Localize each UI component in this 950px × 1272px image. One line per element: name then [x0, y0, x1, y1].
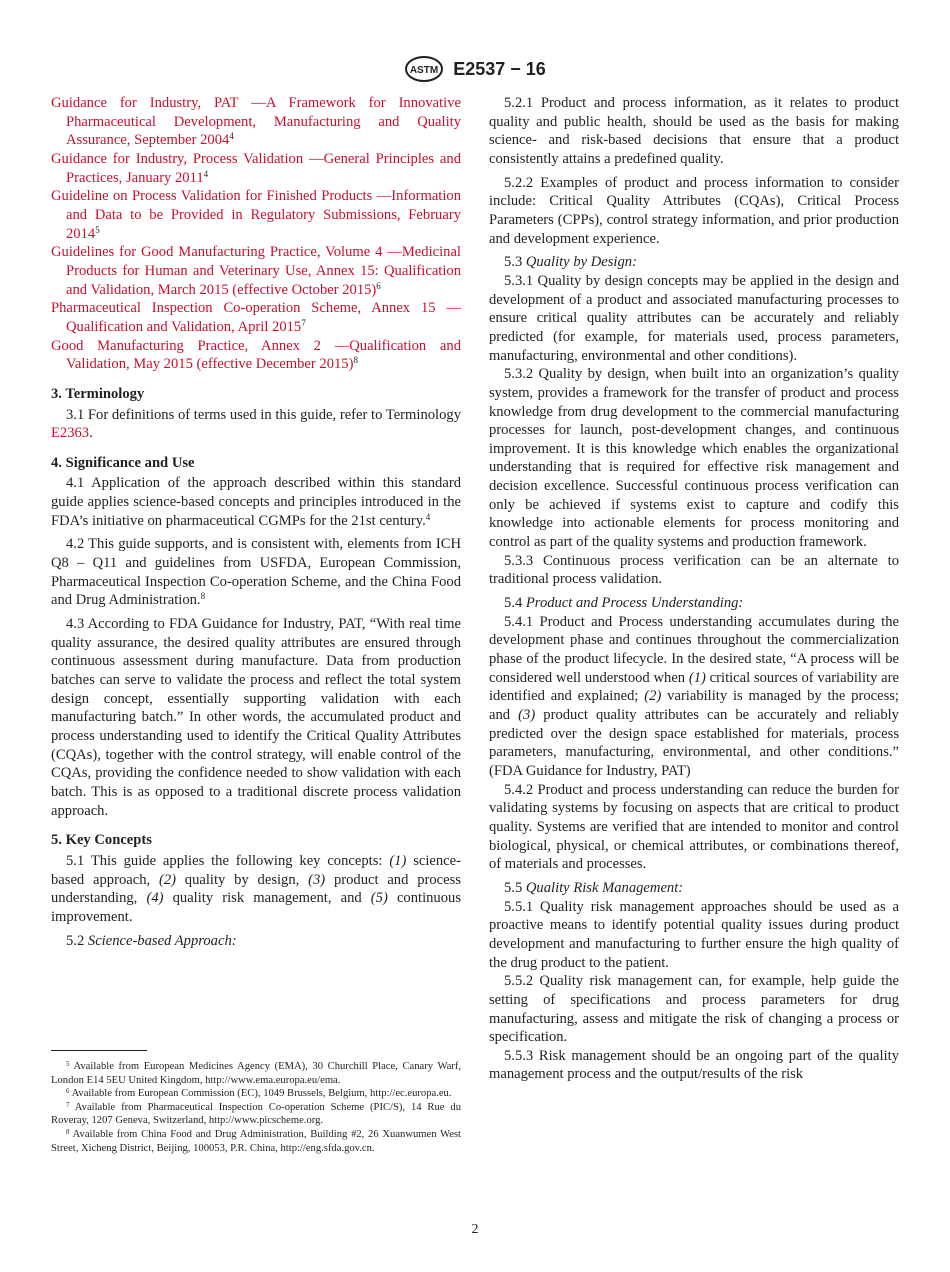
reference-list	[51, 94, 461, 374]
paragraph-5-3-3: 5.3.3 Continuous process verification can be an alternate to traditional process validation.	[489, 552, 899, 588]
right-column	[489, 94, 899, 1084]
reference-item[interactable]: Pharmaceutical Inspection Co-operation Scheme, Annex 15 —Qualification and Validation, April 2015$^7$	[51, 300, 461, 335]
page-number: 2	[471, 1222, 479, 1237]
paragraph-5-5-2: 5.5.2 Quality risk management can, for example, help guide the setting of specifications and process parameters for drug manufacturing, assess and mitigate the risk of changing a process or specification.	[489, 973, 899, 1046]
section-heading-significance: 4. Significance and Use	[51, 454, 195, 471]
reference-item[interactable]: Guidance for Industry, Process Validation —General Principles and Practices, January 2011$^4$	[51, 150, 461, 186]
reference-item[interactable]: Guidelines for Good Manufacturing Practice, Volume 4 —Medicinal Products for Human and Veterinary Use, Annex 15: Qualification and Validation, March 2015 (effective October 2015)$^6$	[51, 244, 461, 298]
footnotes	[51, 1060, 461, 1155]
paragraph-5-4-2: 5.4.2 Product and process understanding can reduce the burden for validating systems by focusing on aspects that are critical to product quality. Systems are verified that are intended to monitor and control biological, physical, or chemical attributes, or combinations thereof, of materials and processes.	[489, 781, 899, 873]
reference-item[interactable]: Guideline on Process Validation for Finished Products —Information and Data to be Provided in Regulatory Submissions, February 2014$^5$	[51, 188, 461, 242]
footnote: $^6$ Available from European Commission (EC), 1049 Brussels, Belgium, http://ec.europa.eu.	[66, 1087, 452, 1100]
section-heading-terminology: 3. Terminology	[51, 385, 145, 402]
reference-item[interactable]: Guidance for Industry, PAT —A Framework for Innovative Pharmaceutical Development, Manufacturing and Quality Assurance, September 2004$^4$	[51, 95, 461, 149]
paragraph-5-2-2: 5.2.2 Examples of product and process information to consider include: Critical Quality Attributes (CQAs), Critical Process Parameters (CPPs), control strategy information, and prior production and development experience.	[489, 174, 899, 247]
svg-text:ASTM: ASTM	[410, 65, 439, 76]
section-heading-key-concepts: 5. Key Concepts	[51, 832, 152, 849]
paragraph-4-3: 4.3 According to FDA Guidance for Industry, PAT, “With real time quality assurance, the desired quality attributes are ensured through continuous assessment during manufacture. Data from production batches can serve to validate the process and reflect the total system design concept, essentially supporting validation with each manufacturing batch.” In other words, the accumulated product and process understanding used to identify the Critical Quality Attributes (CQAs), together with the control strategy, will enable control of the CQAs, providing the confidence needed to show validation with each batch. This is as opposed to a traditional discrete process validation approach.	[51, 616, 461, 819]
paragraph-3-1: 3.1 For definitions of terms used in this guide, refer to Terminology E2363.	[51, 406, 461, 442]
footnote: $^5$ Available from European Medicines Agency (EMA), 30 Churchill Place, Canary Warf, London E14 5EU United Kingdom, http://www.ema.europa.eu/ema.	[51, 1060, 461, 1086]
paragraph-5-5-1: 5.5.1 Quality risk management approaches should be used as a proactive means to identify potential quality issues during product development and manufacturing to further ensure the high quality of the drug product to the patient.	[489, 898, 899, 971]
left-column	[51, 94, 461, 950]
paragraph-5-4: 5.4 Product and Process Understanding:	[504, 595, 744, 612]
paragraph-5-2: 5.2 Science-based Approach:	[66, 932, 237, 949]
footnote-divider	[51, 1050, 147, 1051]
paragraph-5-5-3: 5.5.3 Risk management should be an ongoing part of the quality management process and the output/results of the risk	[489, 1047, 899, 1083]
paragraph-5-4-1: 5.4.1 Product and Process understanding accumulates during the development phase and continues throughout the commercialization phase of the product lifecycle. In the desired state, “A process will be considered well understood when (1) critical sources of variability are identified and explained; (2) variability is managed by the process; and (3) product quality attributes can be accurately and reliably predicted over the design space established for materials, process parameters, manufacturing, environmental, and other conditions.” (FDA Guidance for Industry, PAT)	[489, 613, 899, 779]
paragraph-4-1: 4.1 Application of the approach described within this standard guide applies science-based concepts and principles introduced in the FDA’s initiative on pharmaceutical CGMPs for the 21st century.$^4$	[51, 475, 461, 529]
paragraph-5-2-1: 5.2.1 Product and process information, as it relates to product quality and public health, should be used as the basis for making science- and risk-based decisions that ensure that a product consistently attains a predefined quality.	[489, 95, 899, 167]
paragraph-5-5: 5.5 Quality Risk Management:	[504, 879, 684, 896]
reference-item[interactable]: Good Manufacturing Practice, Annex 2 —Qualification and Validation, May 2015 (effective December 2015)$^8$	[51, 337, 461, 373]
paragraph-5-1: 5.1 This guide applies the following key concepts: (1) science-based approach, (2) quality by design, (3) product and process understanding, (4) quality risk management, and (5) continuous improvement.	[51, 852, 462, 925]
paragraph-4-2: 4.2 This guide supports, and is consistent with, elements from ICH Q8 – Q11 and guidelines from USFDA, European Commission, Pharmaceutical Inspection Co-operation Scheme, and the China Food and Drug Administration.$^8$	[51, 536, 461, 609]
designation: E2537 − 16	[453, 59, 546, 79]
paragraph-5-3: 5.3 Quality by Design:	[504, 254, 637, 271]
paragraph-5-3-1: 5.3.1 Quality by design concepts may be applied in the design and development of a product and associated manufacturing processes to ensure critical quality attributes can be accurately and reliably predicted (for example, for materials used, process parameters, manufacturing, environmental and other conditions).	[489, 272, 899, 364]
astm-logo-icon	[404, 55, 444, 83]
e2363-link[interactable]: E2363	[51, 425, 90, 442]
footnote: $^8$ Available from China Food and Drug Administration, Building #2, 26 Xuanwumen West Street, Xicheng District, Beijing, 100053, P.R. China, http://eng.sfda.gov.cn.	[51, 1127, 461, 1154]
footnote: $^7$ Available from Pharmaceutical Inspection Co-operation Scheme (PIC/S), 14 Rue du Roveray, 1207 Geneva, Switzerland, http://www.picscheme.org.	[51, 1100, 461, 1127]
paragraph-5-3-2: 5.3.2 Quality by design, when built into an organization’s quality system, provides a framework for the transfer of product and process knowledge from drug development to the commercial manufacturing processes for launch, post-development changes, and continuous improvement. It is this knowledge which enables the organizational understanding that is required for effective risk management and decision excellence. Successful continuous process verification can only be achieved if systems exist to capture and codify this knowledge into actionable elements for process monitoring and control as part of the quality systems and production framework.	[489, 366, 899, 551]
page-header	[0, 55, 950, 83]
